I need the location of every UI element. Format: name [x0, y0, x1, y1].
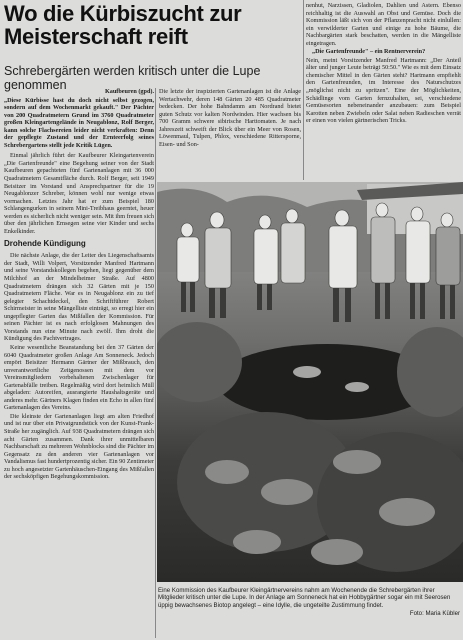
- dateline: Kaufbeuren (gpd).: [104, 88, 154, 95]
- garden-photo-image: [157, 182, 463, 582]
- question-heading: „Die Gartenfreunde" – ein Rentnerverein?: [312, 48, 426, 56]
- headline-line-2: Meisterschaft reift: [4, 24, 188, 49]
- garden-photo: [157, 182, 463, 582]
- article-column-left: [4, 88, 154, 638]
- subheadline: Schrebergärten werden kritisch unter die Lupe genommen: [4, 64, 261, 92]
- column-divider: [155, 88, 156, 638]
- body-paragraph: Keine wesentliche Beanstandung bei den 37 Gärten der 6040 Quadratmeter großen Anlage Am Sonneneck. Jedoch empört Beisitzer Hermann Gärtner der Mißbrauch, den unverantwortliche Zeitgenossen mit dem vor Vereinsmitgliedern vorbehaltenen Zwischenlager für Gartenabfälle treiben. Regelmäßig wird dort heimlich Müll abgeladen: Autoreifen, ausrangierte Haushaltsgeräte und anderes mehr. Gärtners Klagen finden ein Echo in allen fünf Gartenanlagen des Vereins.: [4, 343, 154, 412]
- section-heading: Drohende Kündigung: [4, 239, 86, 249]
- headline: [4, 2, 304, 48]
- body-paragraph: Einmal jährlich führt der Kaufbeurer Kleingartenverein „Die Gartenfreunde" eine Begehung seiner von der Stadt Kaufbeuren gepachteten fünf Gartenanlagen mit 36 000 Quadratmetern Gesamtfläche durch. Rolf Berger, seit 1949 Beisitzer im Vorstand und Ansprechpartner für die 19 Neugablonzer Schreber, können wohl nur wenige etwas vormachen. Letztes Jahr hat er zum Beispiel 180 Schlangengurken in seinem Mini-Treibhaus geerntet, heuer werden es sicherlich nicht weniger sein. Mit ihm freuen sich über den jährlichen Ernsegen seine vier Kinder und sechs Enkelkinder.: [4, 152, 154, 235]
- body-paragraph: Die letzte der inspizierten Gartenanlagen ist die Anlage Wertachwehr, deren 148 Gärten 20 485 Quadratmeter bedecken. Der hohe Bahndamm am Nordrand bietet guten Schutz vor kalten Nordwinden. Hier wachsen bis 700 Gramm schwere sibirische Harttomaten. Je nach Jahreszeit schweift der Blick über ein Meer von Rosen, Löwenmaul, Tulpen, Phlox, verschiedene Rittersporne, Eisen- und Son-: [159, 88, 301, 148]
- column-divider: [303, 0, 304, 180]
- article-column-middle: [159, 88, 301, 180]
- lead-paragraph: „Diese Kürbisse hast du doch nicht selbst gezogen, sondern auf dem Wochenmarkt gekauft." Der Pächter von 200 Quadratmetern Grund im 3760 Quadratmeter großen Kleingartengelände in Neugablonz, Rolf Berger, kann solche Flachsereien leider nicht verkraften: Denn der gepflegte Zustand und der Ernteerfolg seines Schrebergartens stellt jede Kritik Lügen.: [4, 96, 154, 149]
- photo-credit: Foto: Maria Kübler: [409, 609, 460, 617]
- caption-text: Eine Kommission des Kaufbeurer Kleingärtnervereins nahm am Wochenende die Schrebergärten ihrer Mitglieder kritisch unter die Lupe. In der Anlage am Sonneneck hat ein Hobbygärtner sogar ein mit Seerosen üppig bewachsenes Biotop angelegt – eine Idylle, die ungeteilte Zustimmung findet.: [158, 587, 451, 609]
- body-paragraph: Die nächste Anlage, die der Leiter des Liegenschaftsamts der Stadt, Willi Volpert, Vorsitzender Manfred Hartmann und seine Vorstandskollegen begehen, liegt gegenüber dem Milchhof an der Mindelheimer Straße. Auf 4800 Quadratmetern drängen sich 32 Gärten mit je 150 Quadratmetern Fläche. War es in Neugablonz ein zu tief gelegter Schachtdeckel, den Schriftführer Robert Schirmeister in seine Mängelliste einträgt, so erregt hier ein ungepflegter Garten das Mißfallen der Kommission. Für seinen Pächter ist es nach erfolglosen Mahnungen des Vorstands nun eine Minute nach zwölf. Ihm droht die Kündigung des Pachtvertrages.: [4, 252, 154, 343]
- headline-line-1: Wo die Kürbiszucht zur: [4, 1, 242, 26]
- body-paragraph: Die kleinste der Gartenanlagen liegt am alten Friedhof und ist nur über ein Privatgrundstück von der Kunst-Frank-Straße her zugänglich. Auf 938 Quadratmetern drängen sich acht Gärten zusammen. Dank ihrer unmittelbaren Nachbarschaft zu mehreren Wohnblocks sind die Pächter im Gegensatz zu den anderen vier Gartenanlagen vor Vandalismus fast hundertprozentig sicher. Ein 90 Zentimeter zu hoch angesetzter Gartenhäuschen-Eingang des Mißfallen der sechsköpfigen Begehungskommission.: [4, 412, 154, 481]
- article-column-right: [306, 2, 461, 180]
- body-paragraph: Nein, meint Vorsitzender Manfred Hartmann: „Der Anteil älter und junger Leute beträgt 50:50." Wie es mit dem Einsatz chemischer Mittel in den Gärten steht? Hartmann empfiehlt den Gartenfreunden, im Interesse des Naturschutzes „möglichst nicht zu spritzen". Eine der Möglichkeiten, Schädlinge vom Garten fernzuhalten, sei, verschiedene Gemüsesorten nebeneinander anzubauen: zum Beispiel Karotten neben Zwiebeln oder Salat neben Radieschen verrät er einen von vielen gärtnerischen Tricks.: [306, 56, 461, 125]
- photo-caption: [158, 587, 460, 617]
- body-paragraph: nenhut, Narzissen, Gladiolen, Dahlien und Astern. Ebenso reichhaltig ist die Auswahl an Obst und Gemüse. Doch die Kommission läßt sich von der Pflanzenpracht nicht einlullen: ein verwilderter Garten und einige zu hohe Bäume, die Nachbargärten stark beschatten, werden in die Mängelliste eingetragen.: [306, 2, 461, 47]
